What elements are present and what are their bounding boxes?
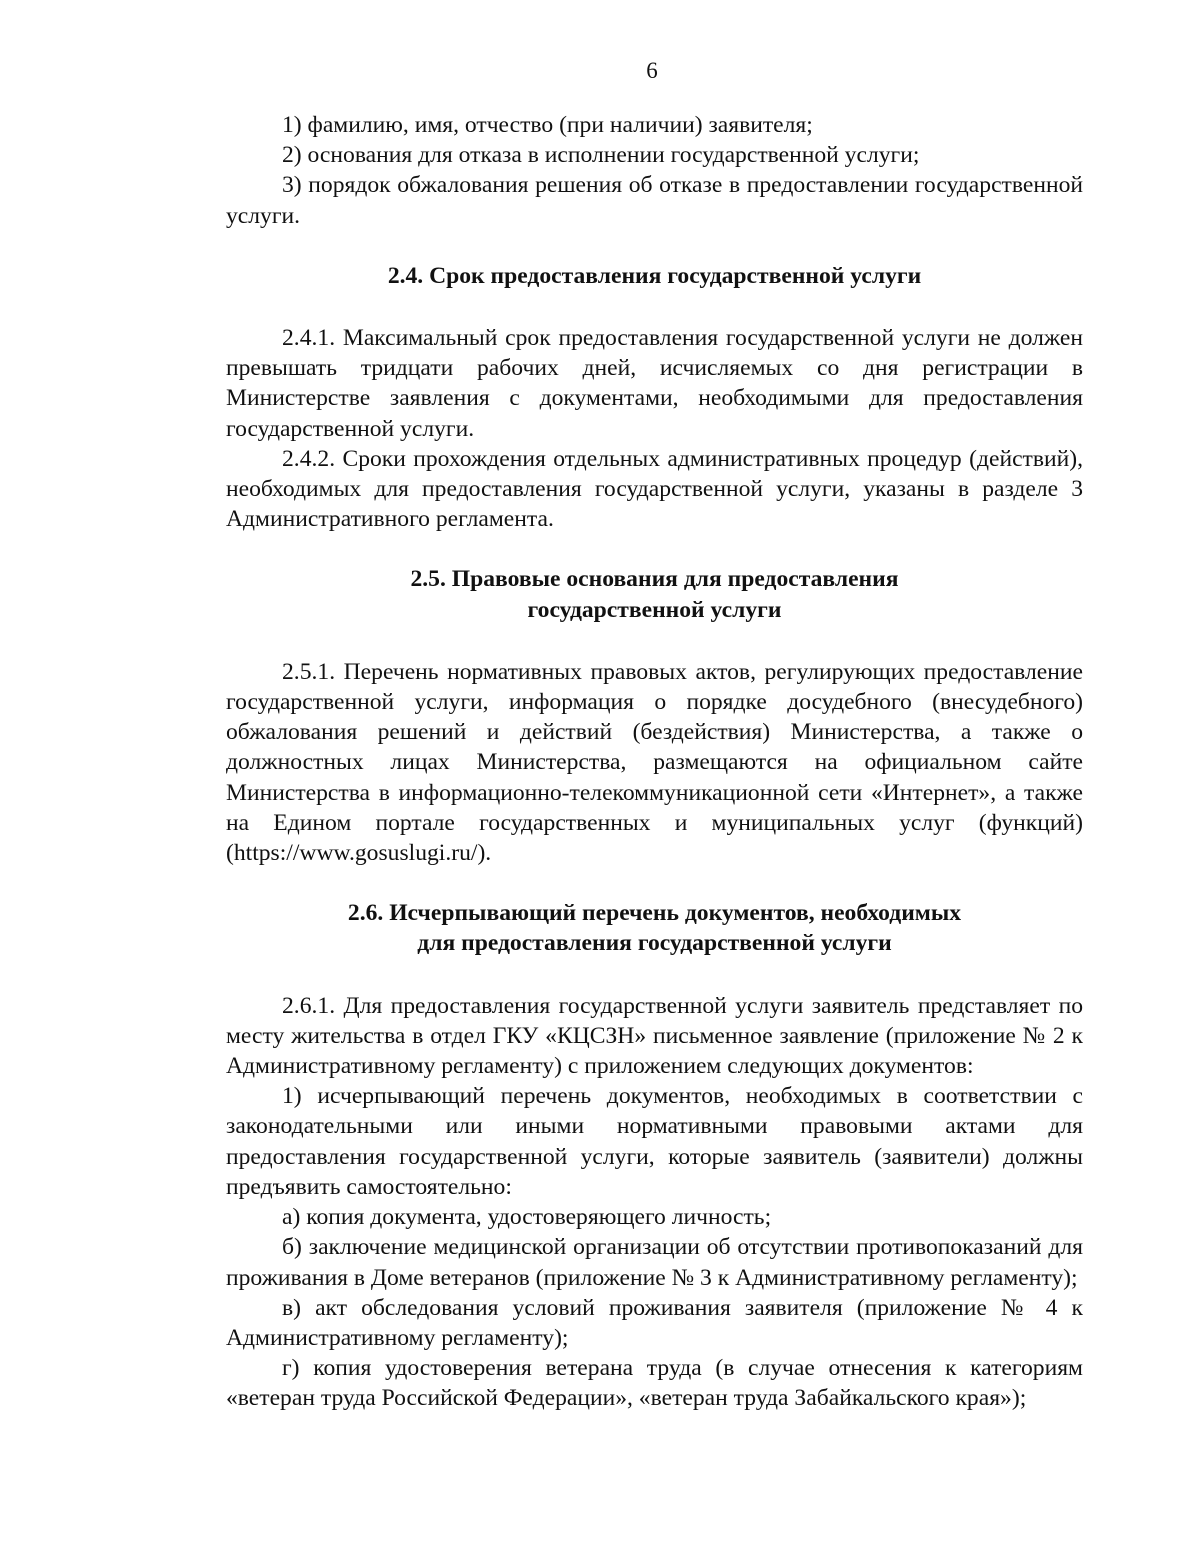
list-item: 2) основания для отказа в исполнении государственной услуги; <box>282 142 920 169</box>
section-heading-2-6 <box>226 898 1083 958</box>
page-number: 6 <box>646 58 658 83</box>
paragraph-2-4-1: 2.4.1. Максимальный срок предоставления государственной услуги не должен превышать тридцати рабочих дней, исчисляемых со дня регистрации в Министерстве заявления с документами, необходимыми для предоставления государственной услуги. <box>226 325 1083 442</box>
heading-line: государственной услуги <box>527 596 782 623</box>
list-item: 3) порядок обжалования решения об отказе в предоставлении государственной услуги. <box>226 172 1083 229</box>
section-heading-2-4: 2.4. Срок предоставления государственной услуги <box>387 262 922 289</box>
list-item: г) копия удостоверения ветерана труда (в случае отнесения к категориям «ветеран труда Российской Федерации», «ветеран труда Забайкальского края»); <box>226 1355 1083 1412</box>
paragraph-2-5-1: 2.5.1. Перечень нормативных правовых актов, регулирующих предоставление государственной услуги, информация о порядке досудебного (внесудебного) обжалования решений и действий (бездействия) Министерства, а также о должностных лицах Министерства, размещаются на официальном сайте Министерства в информационно-телекоммуникационной сети «Интернет», а также на Едином портале государственных и муниципальных услуг (функций) (https://www.gosuslugi.ru/). <box>226 658 1083 867</box>
paragraph-2-4-2: 2.4.2. Сроки прохождения отдельных административных процедур (действий), необходимых для предоставления государственной услуги, указаны в разделе 3 Административного регламента. <box>226 445 1083 533</box>
heading-line: 2.6. Исчерпывающий перечень документов, необходимых <box>347 900 962 927</box>
list-item: 1) исчерпывающий перечень документов, необходимых в соответствии с законодательными или иными нормативными правовыми актами для предоставления государственной услуги, которые заявитель (заявители) должны предъявить самостоятельно: <box>226 1083 1083 1200</box>
heading-line: для предоставления государственной услуги <box>417 930 892 957</box>
document-body <box>226 110 1083 1414</box>
heading-line: 2.5. Правовые основания для предоставления <box>410 566 899 593</box>
list-item: б) заключение медицинской организации об отсутствии противопоказаний для проживания в Доме ветеранов (приложение № 3 к Административному регламенту); <box>226 1234 1083 1291</box>
list-item: а) копия документа, удостоверяющего личность; <box>282 1204 772 1231</box>
paragraph-2-6-1: 2.6.1. Для предоставления государственной услуги заявитель представляет по месту жительства в отдел ГКУ «КЦСЗН» письменное заявление (приложение № 2 к Административному регламенту) с приложением следующих документов: <box>226 992 1083 1080</box>
list-item: в) акт обследования условий проживания заявителя (приложение № 4 к Административному регламенту); <box>226 1294 1083 1351</box>
list-item: 1) фамилию, имя, отчество (при наличии) заявителя; <box>282 112 813 138</box>
section-heading-2-5 <box>226 564 1083 624</box>
